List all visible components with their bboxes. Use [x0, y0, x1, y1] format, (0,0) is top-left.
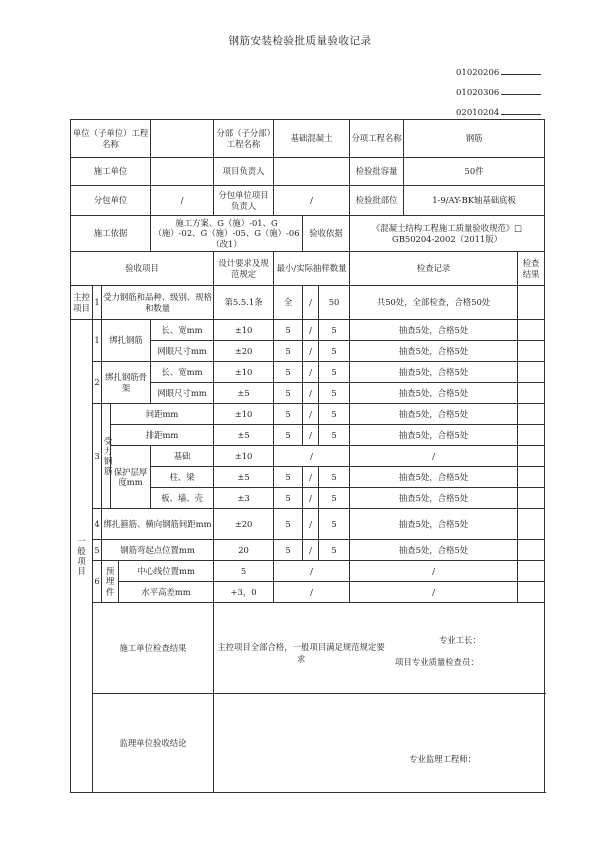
check-record: 抽查5处，合格5处 — [350, 383, 518, 404]
sub-item: 柱、梁 — [151, 467, 214, 488]
inspector-signature: 项目专业质量检查员： — [395, 657, 479, 667]
check-result — [518, 509, 545, 540]
check-record: 抽查5处，合格5处 — [350, 341, 518, 362]
sample-min: 5 — [274, 341, 303, 362]
sample-slash: / — [303, 320, 319, 341]
row-number: 1 — [93, 320, 102, 362]
sample-slash: / — [303, 341, 319, 362]
check-result — [518, 286, 545, 320]
check-result — [518, 362, 545, 383]
table-row — [71, 362, 545, 383]
inspection-label: 施工单位检查结果 — [93, 603, 214, 694]
sample-slash: / — [303, 362, 319, 383]
subcontractor-label: 分包单位 — [71, 186, 151, 216]
sub-item: 间距mm — [111, 404, 214, 425]
sample-slash: / — [303, 425, 319, 446]
sub-item: 排距mm — [111, 425, 214, 446]
division-label: 分部（子分部）工程名称 — [214, 120, 274, 158]
check-record: / — [350, 582, 518, 603]
sample-value: / — [274, 582, 350, 603]
main-control-label: 主控项目 — [71, 286, 93, 320]
design-value: ±5 — [214, 383, 274, 404]
check-record: / — [350, 561, 518, 582]
sample-min: 5 — [274, 425, 303, 446]
contractor-value — [151, 158, 214, 186]
sub-item: 水平高差mm — [119, 582, 214, 603]
design-value: 5 — [214, 561, 274, 582]
sub-item: 长、宽mm — [151, 362, 214, 383]
design-value: ±20 — [214, 341, 274, 362]
sample-min: 5 — [274, 383, 303, 404]
col-design-header: 设计要求及规范规定 — [214, 252, 274, 286]
table-row — [71, 582, 545, 603]
check-result — [518, 446, 545, 467]
check-result — [518, 561, 545, 582]
inspection-table — [70, 119, 545, 793]
check-record: 抽查5处，合格5处 — [350, 467, 518, 488]
sample-actual: 5 — [319, 341, 350, 362]
design-value: ±3 — [214, 488, 274, 509]
check-record: / — [350, 446, 518, 467]
row-number: 4 — [93, 509, 102, 540]
sample-slash: / — [303, 509, 319, 540]
design-value: ±10 — [214, 446, 274, 467]
sample-min: 5 — [274, 320, 303, 341]
check-record: 抽查5处，合格5处 — [350, 362, 518, 383]
sample-actual: 5 — [319, 467, 350, 488]
pm-label: 项目负责人 — [214, 158, 274, 186]
check-result — [518, 425, 545, 446]
sample-min: 全 — [274, 286, 303, 320]
supervision-block — [214, 694, 545, 793]
capacity-label: 检验批容量 — [350, 158, 404, 186]
table-row — [71, 509, 545, 540]
design-value: ±10 — [214, 320, 274, 341]
check-record: 抽查5处，合格5处 — [350, 540, 518, 561]
inspection-block — [214, 603, 545, 694]
check-record: 共50处，全部检查，合格50处 — [350, 286, 518, 320]
sample-min: 5 — [274, 488, 303, 509]
row-number: 3 — [93, 404, 102, 509]
check-result — [518, 341, 545, 362]
sub-item: 网眼尺寸mm — [151, 341, 214, 362]
item-name-label: 分项工程名称 — [350, 120, 404, 158]
check-result — [518, 467, 545, 488]
sample-slash: / — [303, 383, 319, 404]
design-value: ±10 — [214, 362, 274, 383]
item-name: 绑扎钢筋骨架 — [102, 362, 151, 404]
sub-item: 中心线位置mm — [119, 561, 214, 582]
row-number: 1 — [93, 286, 102, 320]
sub-pm-label: 分包单位项目负责人 — [214, 186, 274, 216]
pm-value — [274, 158, 350, 186]
check-record: 抽查5处，合格5处 — [350, 404, 518, 425]
sample-min: 5 — [274, 540, 303, 561]
sample-actual: 5 — [319, 383, 350, 404]
item-name-value: 钢筋 — [404, 120, 545, 158]
check-result — [518, 383, 545, 404]
row-number: 5 — [93, 540, 102, 561]
accept-label: 验收依据 — [303, 216, 350, 252]
sample-actual: 5 — [319, 509, 350, 540]
basis-label: 施工依据 — [71, 216, 151, 252]
sample-min: 5 — [274, 362, 303, 383]
sample-slash: / — [303, 286, 319, 320]
contractor-label: 施工单位 — [71, 158, 151, 186]
unit-label: 单位（子单位）工程名称 — [71, 120, 151, 158]
check-record: 抽查5处，合格5处 — [350, 488, 518, 509]
capacity-value: 50件 — [404, 158, 545, 186]
check-result — [518, 582, 545, 603]
table-row — [71, 446, 545, 467]
sample-value: / — [274, 446, 350, 467]
design-value: ±5 — [214, 467, 274, 488]
item-name: 受力钢筋和品种、级别、规格和数量 — [102, 286, 214, 320]
item-name: 绑扎箍筋、横向钢筋间距mm — [102, 509, 214, 540]
sample-slash: / — [303, 540, 319, 561]
item-name: 预埋件 — [102, 561, 119, 603]
sample-value: / — [274, 561, 350, 582]
sample-actual: 5 — [319, 425, 350, 446]
col-sample-header: 最小/实际抽样数量 — [274, 252, 350, 286]
item-name: 受力钢筋 — [102, 404, 111, 509]
check-result — [518, 540, 545, 561]
sample-min: 5 — [274, 404, 303, 425]
general-label: 一般项目 — [71, 320, 93, 793]
engineer-signature: 专业监理工程师： — [409, 754, 477, 764]
division-value: 基础混凝土 — [274, 120, 350, 158]
design-value: 20 — [214, 540, 274, 561]
inspection-text: 主控项目全部合格，一般项目满足规范规定要求 — [217, 642, 385, 665]
check-record: 抽查5处，合格5处 — [350, 425, 518, 446]
location-value: 1-9/AY-BK轴基础底板 — [404, 186, 545, 216]
record-code-1: 01020206 — [456, 66, 541, 78]
col-item-header: 验收项目 — [71, 252, 214, 286]
accept-value: 《混凝土结构工程施工质量验收规范》□ GB50204-2002（2011版） — [350, 216, 545, 252]
sample-slash: / — [303, 404, 319, 425]
sample-actual: 5 — [319, 488, 350, 509]
col-result-header: 检查结果 — [518, 252, 545, 286]
cover-label: 保护层厚度mm — [111, 446, 151, 509]
sample-actual: 5 — [319, 362, 350, 383]
table-row — [71, 404, 545, 425]
design-value: ±10 — [214, 404, 274, 425]
sub-pm-value: / — [274, 186, 350, 216]
item-name: 钢筋弯起点位置mm — [102, 540, 214, 561]
sample-slash: / — [303, 467, 319, 488]
check-result — [518, 320, 545, 341]
sample-actual: 5 — [319, 320, 350, 341]
foreman-signature: 专业工长： — [439, 635, 481, 645]
sub-item: 长、宽mm — [151, 320, 214, 341]
table-row — [71, 694, 545, 793]
sample-min: 5 — [274, 509, 303, 540]
item-name: 绑扎钢筋 — [102, 320, 151, 362]
subcontractor-value: / — [151, 186, 214, 216]
sample-actual: 50 — [319, 286, 350, 320]
check-result — [518, 488, 545, 509]
table-row — [71, 540, 545, 561]
check-record: 抽查5处，合格5处 — [350, 320, 518, 341]
record-code-3: 02010204 — [456, 106, 541, 118]
check-result — [518, 404, 545, 425]
design-value: ±5 — [214, 425, 274, 446]
sample-min: 5 — [274, 467, 303, 488]
table-row — [71, 603, 545, 694]
sample-slash: / — [303, 488, 319, 509]
sub-item: 板、墙、壳 — [151, 488, 214, 509]
col-record-header: 检查记录 — [350, 252, 518, 286]
record-code-2: 01020306 — [456, 86, 541, 98]
design-value: +3，0 — [214, 582, 274, 603]
row-number: 2 — [93, 362, 102, 404]
design-value: 第5.5.1条 — [214, 286, 274, 320]
table-row — [71, 320, 545, 341]
row-number: 6 — [93, 561, 102, 603]
basis-value: 施工方案、G（施）-01、G（施）-02、G（施）-05、G（施）-06（改1） — [151, 216, 303, 252]
design-value: ±20 — [214, 509, 274, 540]
page-title: 钢筋安装检验批质量验收记录 — [228, 35, 372, 47]
sample-actual: 5 — [319, 540, 350, 561]
check-record: 抽查5处，合格5处 — [350, 509, 518, 540]
table-row — [71, 561, 545, 582]
sample-actual: 5 — [319, 404, 350, 425]
table-row — [71, 286, 545, 320]
sub-item: 基础 — [151, 446, 214, 467]
sub-item: 网眼尺寸mm — [151, 383, 214, 404]
location-label: 检验批部位 — [350, 186, 404, 216]
unit-value — [151, 120, 214, 158]
table-row — [71, 425, 545, 446]
supervision-label: 监理单位验收结论 — [93, 694, 214, 793]
